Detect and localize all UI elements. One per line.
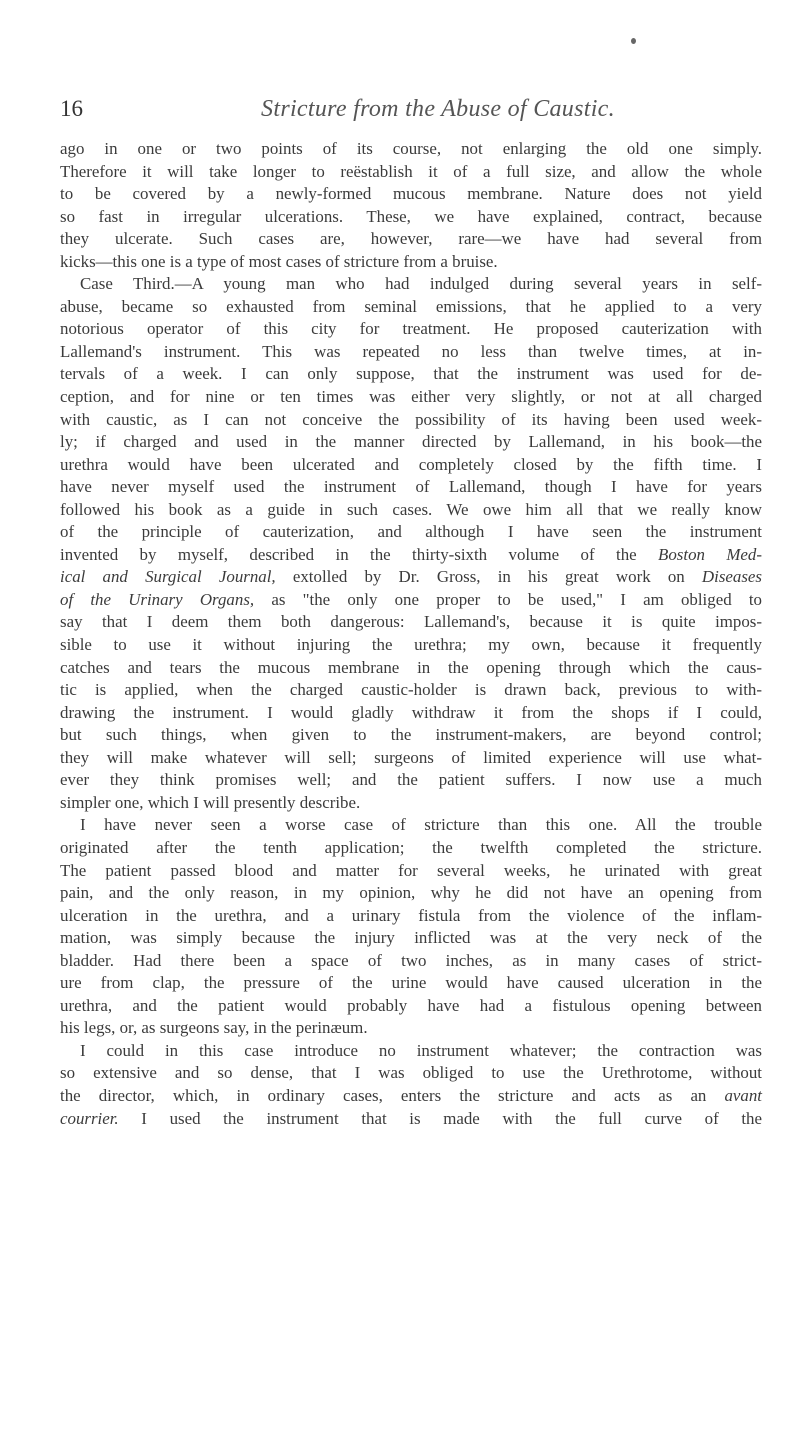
text-line: [60, 1017, 762, 1040]
text-line: [60, 927, 762, 950]
line-text: Case Third.—A young man who had indulged during several years in self-: [80, 274, 762, 294]
line-text: drawing the instrument. I would gladly withdraw it from the shops if I could,: [60, 702, 762, 722]
text-line: [60, 161, 762, 184]
text-line: [60, 769, 762, 792]
line-text: the director, which, in ordinary cases, enters the stricture and acts as an: [60, 1085, 707, 1105]
text-line: [60, 409, 762, 432]
italic-text: Diseases: [684, 567, 762, 587]
text-line: [60, 995, 762, 1018]
text-line: [60, 814, 762, 837]
line-text: his legs, or, as surgeons say, in the perinæum.: [60, 1018, 368, 1038]
line-text: but such things, when given to the instrument-makers, are beyond control;: [60, 725, 762, 745]
text-line: [60, 228, 762, 251]
text-line: [60, 183, 762, 206]
text-line: [60, 972, 762, 995]
page-number: 16: [60, 96, 83, 121]
line-text: invented by myself, described in the thirty-sixth volume of the: [60, 544, 637, 564]
line-text: tervals of a week. I can only suppose, that the instrument was used for de-: [60, 364, 762, 384]
line-text: mation, was simply because the injury inflicted was at the very neck of the: [60, 928, 762, 948]
text-line: [60, 363, 762, 386]
line-text: ever they think promises well; and the patient suffers. I now use a much: [60, 770, 762, 790]
line-text: as "the only one proper to be used," I am obliged to: [254, 589, 762, 609]
line-text: I could in this case introduce no instrument whatever; the contraction was: [80, 1040, 762, 1060]
text-line: [60, 341, 762, 364]
italic-text: avant: [706, 1085, 762, 1105]
line-text: ception, and for nine or ten times was either very slightly, or not at all charged: [60, 387, 762, 407]
text-line: [60, 611, 762, 634]
ink-speck: [631, 38, 636, 44]
line-text: ly; if charged and used in the manner directed by Lallemand, in his book—the: [60, 432, 762, 452]
line-text: notorious operator of this city for treatment. He proposed cauterization with: [60, 319, 762, 339]
text-line: [60, 679, 762, 702]
line-text: Lallemand's instrument. This was repeated no less than twelve times, at in-: [60, 341, 762, 361]
text-line: [60, 296, 762, 319]
text-line: [60, 950, 762, 973]
line-text: catches and tears the mucous membrane in the opening through which the caus-: [60, 657, 762, 677]
line-text: they will make whatever will sell; surgeons of limited experience will use what-: [60, 747, 762, 767]
text-line: [60, 1062, 762, 1085]
running-title: Stricture from the Abuse of Caustic.: [261, 96, 615, 122]
text-line: [60, 138, 762, 161]
line-text: I have never seen a worse case of stricture than this one. All the trouble: [80, 815, 762, 835]
text-line: [60, 747, 762, 770]
text-line: [60, 1108, 762, 1131]
line-text: to be covered by a newly-formed mucous membrane. Nature does not yield: [60, 184, 762, 204]
line-text: they ulcerate. Such cases are, however, rare—we have had several from: [60, 229, 762, 249]
italic-text: of the Urinary Organs,: [60, 589, 255, 609]
text-line: [60, 251, 762, 274]
line-text: with caustic, as I can not conceive the possibility of its having been used week-: [60, 409, 762, 429]
line-text: abuse, became so exhausted from seminal emissions, that he applied to a very: [60, 296, 762, 316]
line-text: urethra would have been ulcerated and completely closed by the fifth time. I: [60, 454, 762, 474]
text-line: [60, 1040, 762, 1063]
text-line: [60, 476, 762, 499]
line-text: so extensive and so dense, that I was obliged to use the Urethrotome, without: [60, 1063, 762, 1083]
text-line: [60, 431, 762, 454]
line-text: extolled by Dr. Gross, in his great work on: [275, 567, 685, 587]
text-line: [60, 724, 762, 747]
line-text: say that I deem them both dangerous: Lallemand's, because it is quite impos-: [60, 612, 762, 632]
line-text: urethra, and the patient would probably have had a fistulous opening between: [60, 995, 762, 1015]
line-text: I used the instrument that is made with the full curve of the: [118, 1108, 762, 1128]
line-text: ago in one or two points of its course, not enlarging the old one simply.: [60, 139, 762, 158]
text-line: [60, 521, 762, 544]
text-line: [60, 318, 762, 341]
italic-text: Boston Med-: [636, 544, 762, 564]
text-line: [60, 206, 762, 229]
text-line: [60, 634, 762, 657]
line-text: ure from clap, the pressure of the urine would have caused ulceration in the: [60, 973, 762, 993]
text-line: [60, 657, 762, 680]
line-text: ulceration in the urethra, and a urinary fistula from the violence of the inflam-: [60, 905, 762, 925]
text-line: [60, 386, 762, 409]
text-line: [60, 702, 762, 725]
italic-text: courrier.: [60, 1108, 119, 1128]
text-line: [60, 837, 762, 860]
line-text: Therefore it will take longer to reëstablish it of a full size, and allow the whole: [60, 161, 762, 181]
line-text: have never myself used the instrument of Lallemand, though I have for years: [60, 477, 762, 497]
text-line: [60, 1085, 762, 1108]
text-line: [60, 566, 762, 589]
line-text: of the principle of cauterization, and although I have seen the instrument: [60, 522, 762, 542]
line-text: so fast in irregular ulcerations. These, we have explained, contract, because: [60, 206, 762, 226]
page-header: [60, 96, 760, 136]
italic-text: ical and Surgical Journal,: [60, 567, 276, 587]
line-text: bladder. Had there been a space of two inches, as in many cases of strict-: [60, 950, 762, 970]
text-line: [60, 905, 762, 928]
line-text: sible to use it without injuring the urethra; my own, because it frequently: [60, 635, 762, 655]
body-text: [60, 138, 762, 1130]
text-line: [60, 544, 762, 567]
line-text: simpler one, which I will presently describe.: [60, 792, 361, 812]
text-line: [60, 454, 762, 477]
line-text: pain, and the only reason, in my opinion, why he did not have an opening from: [60, 883, 762, 903]
line-text: The patient passed blood and matter for several weeks, he urinated with great: [60, 860, 762, 880]
line-text: followed his book as a guide in such cases. We owe him all that we really know: [60, 499, 762, 519]
text-line: [60, 273, 762, 296]
line-text: originated after the tenth application; the twelfth completed the stricture.: [60, 837, 762, 857]
line-text: tic is applied, when the charged caustic-holder is drawn back, previous to with-: [60, 680, 762, 700]
text-line: [60, 499, 762, 522]
text-line: [60, 882, 762, 905]
text-line: [60, 589, 762, 612]
line-text: kicks—this one is a type of most cases of stricture from a bruise.: [60, 251, 498, 271]
text-line: [60, 860, 762, 883]
text-line: [60, 792, 762, 815]
